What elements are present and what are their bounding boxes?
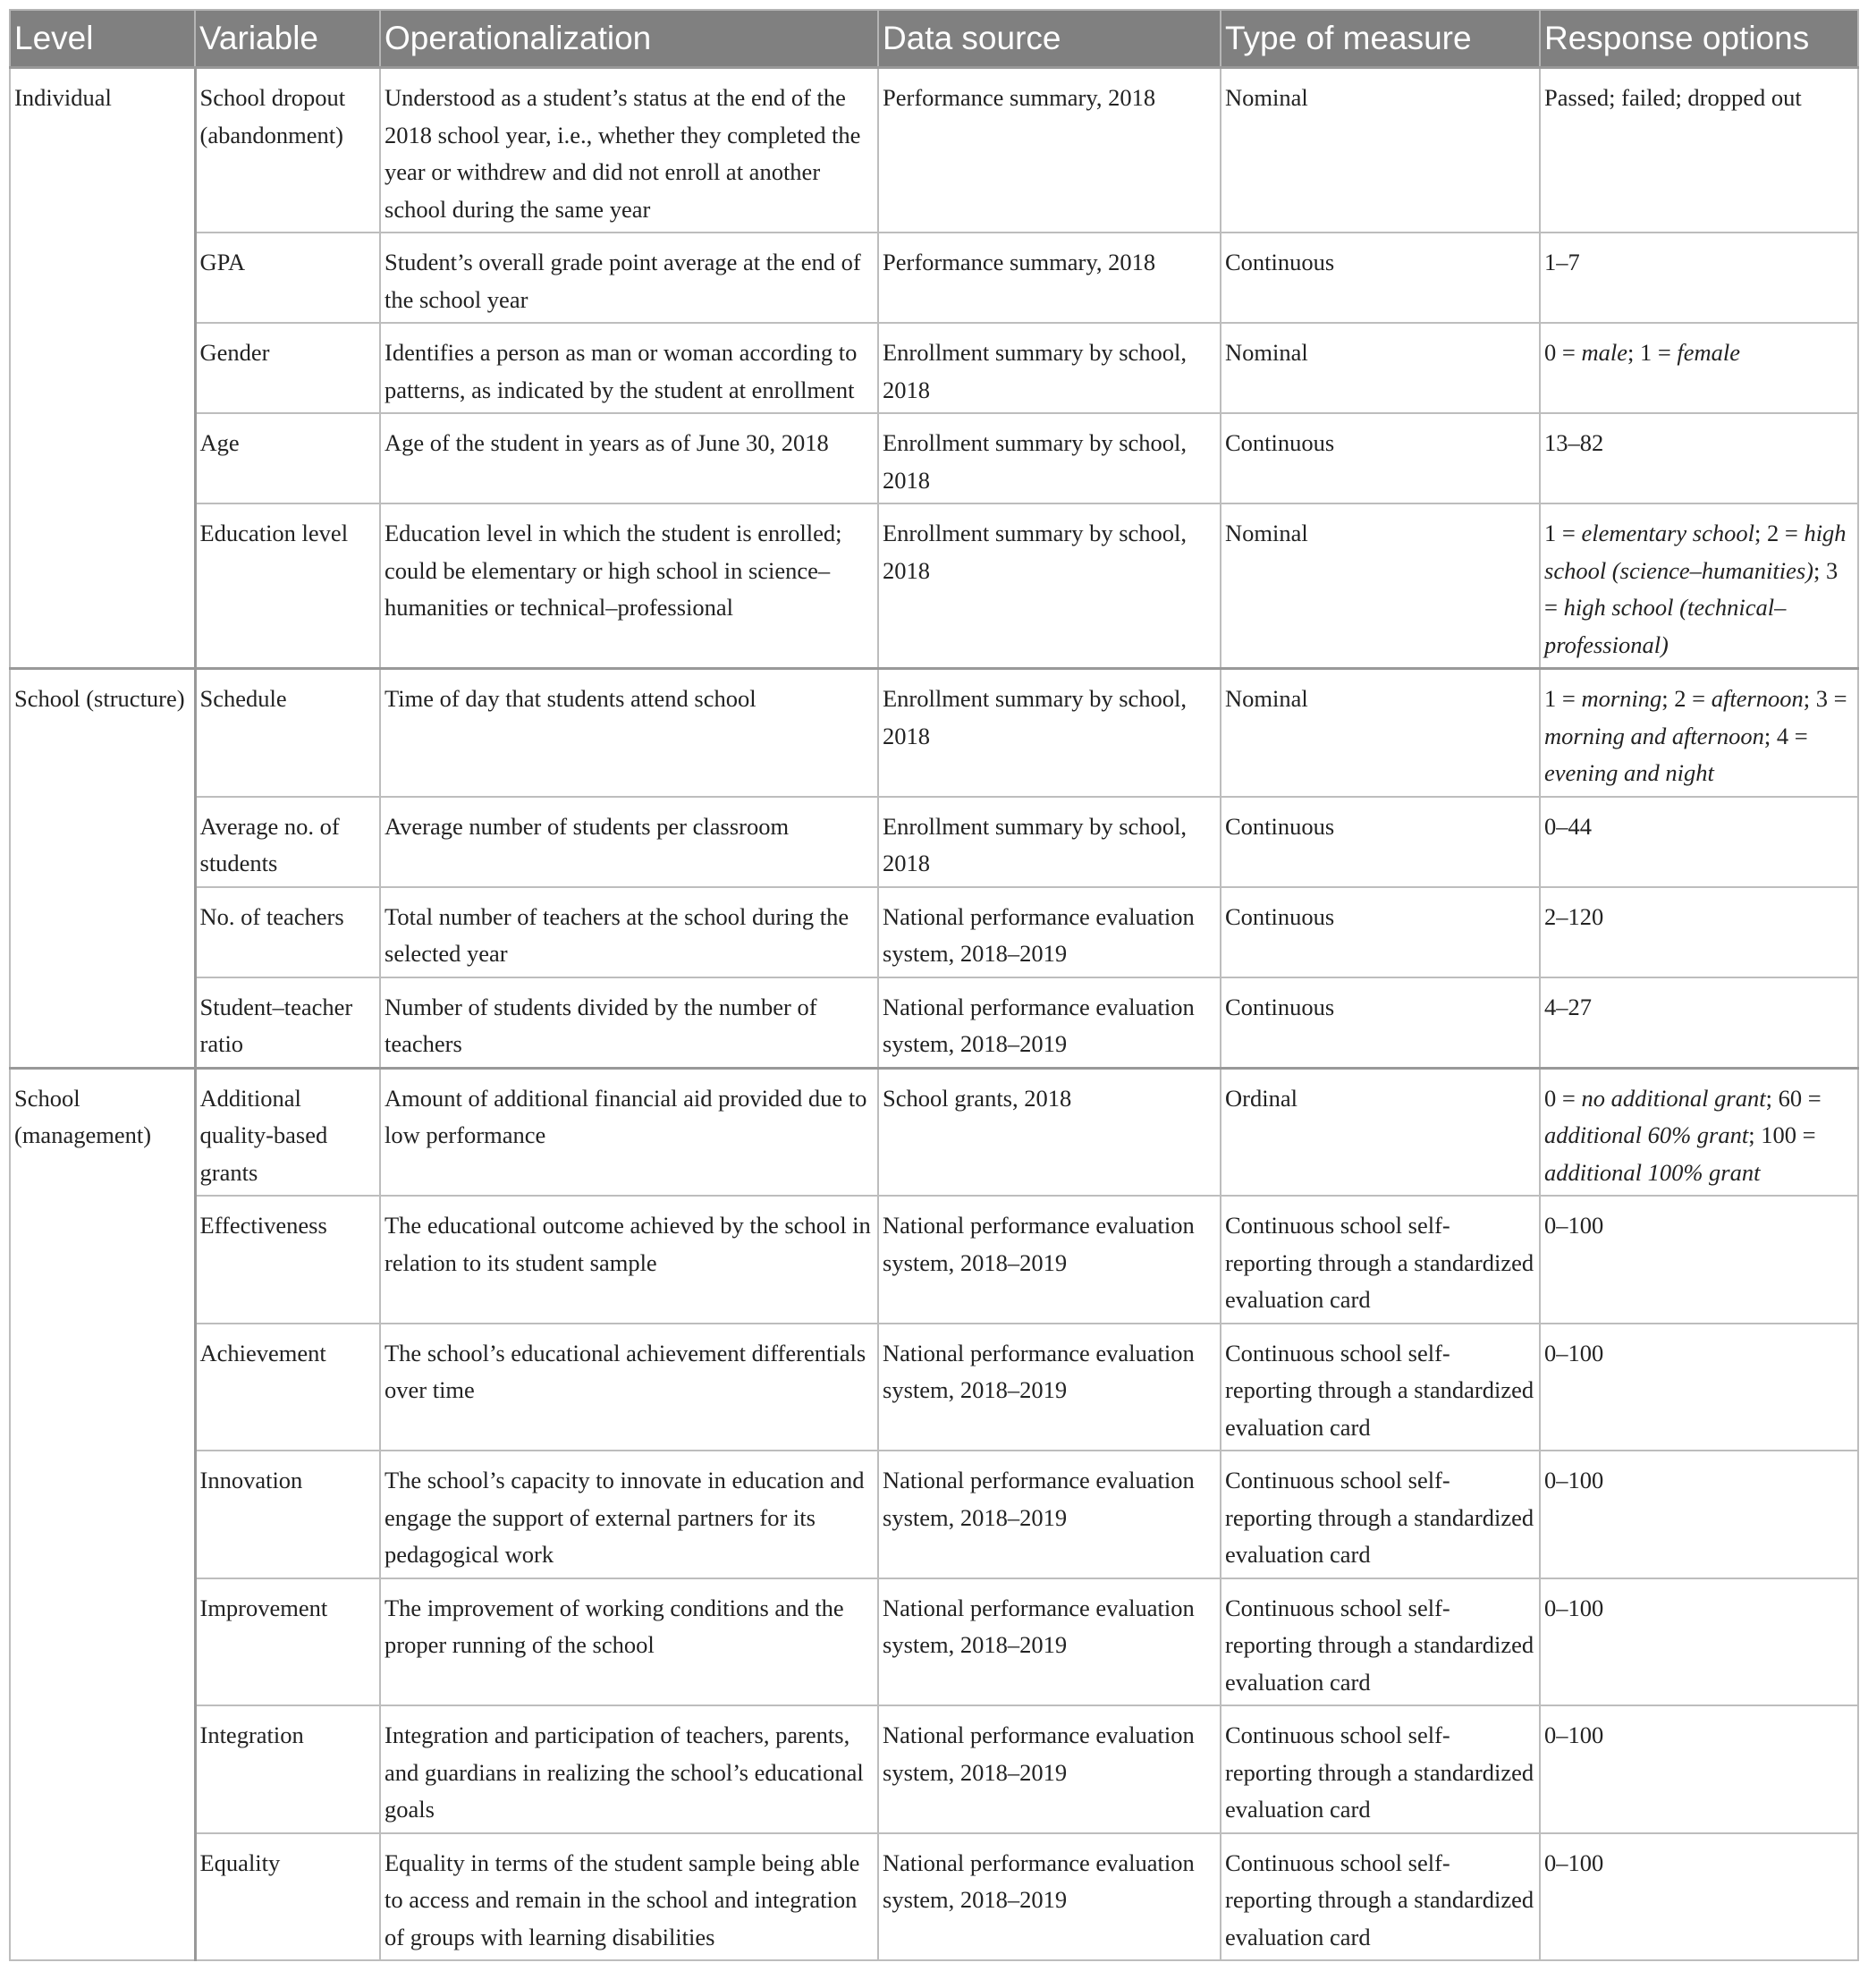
data-source-cell: Performance summary, 2018 [878,68,1221,233]
variable-cell: School dropout (abandonment) [195,68,380,233]
header-type-of-measure: Type of measure [1221,10,1540,68]
header-variable: Variable [195,10,380,68]
header-row [10,10,1858,68]
response-option-code: 2–120 [1544,902,1604,930]
measure-type-cell: Nominal [1221,503,1540,669]
table-row [10,233,1858,323]
response-option-code: ; 100 = [1748,1121,1816,1148]
measure-type-cell: Continuous school self-reporting through a standardized evaluation card [1221,1705,1540,1833]
variable-cell: Achievement [195,1324,380,1451]
response-option-code: 1 = [1544,685,1582,712]
response-option-label: additional 60% grant [1544,1121,1749,1148]
table-row [10,1833,1858,1961]
data-source-cell: Enrollment summary by school, 2018 [878,503,1221,669]
data-source-cell: National performance evaluation system, 2018–2019 [878,1705,1221,1833]
data-source-cell: School grants, 2018 [878,1068,1221,1196]
response-options-cell [1540,797,1858,887]
response-options-cell [1540,1068,1858,1196]
measure-type-cell: Continuous school self-reporting through a standardized evaluation card [1221,1324,1540,1451]
operationalization-cell: The educational outcome achieved by the school in relation to its student sample [380,1196,878,1324]
data-source-cell: National performance evaluation system, 2018–2019 [878,1451,1221,1578]
level-cell: Individual [10,68,195,669]
data-source-cell: National performance evaluation system, 2018–2019 [878,1196,1221,1324]
table-row [10,503,1858,669]
operationalization-cell: Total number of teachers at the school during the selected year [380,887,878,977]
header-response-options: Response options [1540,10,1858,68]
response-option-code: 0–100 [1544,1339,1604,1366]
response-option-label: afternoon [1711,685,1804,712]
response-options-cell [1540,1451,1858,1578]
response-options-cell [1540,1578,1858,1706]
measure-type-cell: Continuous school self-reporting through a standardized evaluation card [1221,1196,1540,1324]
response-option-label: male [1581,339,1627,366]
response-option-label: high school (science–humanities) [1544,520,1847,584]
response-option-code: 0–100 [1544,1848,1604,1876]
response-option-label: additional 100% grant [1544,1158,1761,1186]
response-options-cell [1540,887,1858,977]
data-source-cell: Enrollment summary by school, 2018 [878,323,1221,413]
response-option-code: ; 4 = [1763,722,1808,749]
variable-cell: GPA [195,233,380,323]
table-row [10,1068,1858,1196]
table-row [10,1451,1858,1578]
response-option-code: 0–100 [1544,1467,1604,1493]
measure-type-cell: Ordinal [1221,1068,1540,1196]
response-option-label: female [1677,339,1741,366]
operationalization-cell: Number of students divided by the number of teachers [380,977,878,1069]
table-row [10,68,1858,233]
response-option-code: 0 = [1544,1084,1582,1112]
variable-cell: Education level [195,503,380,669]
measure-type-cell: Continuous school self-reporting through a standardized evaluation card [1221,1578,1540,1706]
response-option-code: ; 2 = [1661,685,1712,712]
response-option-label: evening and night [1544,759,1714,786]
header-data-source: Data source [878,10,1221,68]
response-option-code: ; 1 = [1627,339,1678,366]
data-source-cell: Enrollment summary by school, 2018 [878,669,1221,797]
variable-cell: Age [195,413,380,503]
response-options-cell [1540,1705,1858,1833]
measure-type-cell: Nominal [1221,68,1540,233]
variable-cell: Schedule [195,669,380,797]
response-options-cell [1540,977,1858,1069]
table-row [10,1705,1858,1833]
response-option-code: 0–44 [1544,812,1592,840]
response-options-cell [1540,1833,1858,1961]
header-level: Level [10,10,195,68]
response-options-cell [1540,1196,1858,1324]
variable-cell: Improvement [195,1578,380,1706]
data-source-cell: Enrollment summary by school, 2018 [878,413,1221,503]
response-options-cell [1540,68,1858,233]
response-option-label: morning [1581,685,1662,712]
response-option-code: 1 = [1544,520,1582,546]
measure-type-cell: Continuous [1221,413,1540,503]
data-source-cell: National performance evaluation system, 2018–2019 [878,1324,1221,1451]
data-source-cell: National performance evaluation system, 2018–2019 [878,977,1221,1069]
operationalization-cell: Average number of students per classroom [380,797,878,887]
response-option-code: 0–100 [1544,1722,1604,1748]
data-source-cell: National performance evaluation system, 2018–2019 [878,887,1221,977]
operationalization-cell: Identifies a person as man or woman according to patterns, as indicated by the student at enrollment [380,323,878,413]
response-option-label: high school (technical–professional) [1544,594,1787,658]
table-row [10,413,1858,503]
response-option-code: ; 60 = [1765,1084,1822,1112]
table-row [10,1196,1858,1324]
variable-cell: Innovation [195,1451,380,1578]
response-options-cell [1540,503,1858,669]
operationalization-cell: Age of the student in years as of June 30, 2018 [380,413,878,503]
operationalization-cell: Education level in which the student is enrolled; could be elementary or high school in science–humanities or technical–professional [380,503,878,669]
table-row [10,797,1858,887]
measure-type-cell: Continuous [1221,887,1540,977]
operationalization-cell: The improvement of working conditions and the proper running of the school [380,1578,878,1706]
operationalization-cell: Integration and participation of teachers, parents, and guardians in realizing the school’s educational goals [380,1705,878,1833]
variable-cell: No. of teachers [195,887,380,977]
variables-table [9,9,1859,1961]
response-options-cell [1540,323,1858,413]
variable-cell: Effectiveness [195,1196,380,1324]
response-options-cell [1540,1324,1858,1451]
variable-cell: Equality [195,1833,380,1961]
table-row [10,669,1858,797]
response-option-code: 1–7 [1544,249,1580,275]
response-option-code: ; 3 = [1544,556,1838,621]
variable-cell: Integration [195,1705,380,1833]
measure-type-cell: Continuous [1221,977,1540,1069]
measure-type-cell: Continuous [1221,797,1540,887]
operationalization-cell: Student’s overall grade point average at the end of the school year [380,233,878,323]
response-option-label: no additional grant [1581,1084,1766,1112]
response-option-code: 0 = [1544,339,1582,366]
response-option-code: 13–82 [1544,429,1604,456]
operationalization-cell: Understood as a student’s status at the end of the 2018 school year, i.e., whether they completed the year or withdrew and did not enroll at another school during the same year [380,68,878,233]
operationalization-cell: Amount of additional financial aid provided due to low performance [380,1068,878,1196]
data-source-cell: Performance summary, 2018 [878,233,1221,323]
table-row [10,1324,1858,1451]
response-option-label: elementary school [1581,520,1754,546]
response-options-cell [1540,413,1858,503]
measure-type-cell: Continuous school self-reporting through a standardized evaluation card [1221,1833,1540,1961]
measure-type-cell: Continuous [1221,233,1540,323]
table-row [10,887,1858,977]
header-operationalization: Operationalization [380,10,878,68]
response-option-code: Passed; failed; dropped out [1544,84,1802,111]
response-option-code: 4–27 [1544,993,1592,1020]
data-source-cell: Enrollment summary by school, 2018 [878,797,1221,887]
table-body [10,68,1858,1961]
operationalization-cell: Time of day that students attend school [380,669,878,797]
operationalization-cell: The school’s capacity to innovate in education and engage the support of external partners for its pedagogical work [380,1451,878,1578]
measure-type-cell: Nominal [1221,669,1540,797]
response-option-code: ; 2 = [1754,520,1805,546]
response-option-code: 0–100 [1544,1594,1604,1621]
level-cell: School (management) [10,1068,195,1960]
variable-cell: Additional quality-based grants [195,1068,380,1196]
table-row [10,977,1858,1069]
level-cell: School (structure) [10,669,195,1069]
response-option-label: morning and afternoon [1544,722,1764,749]
variable-cell: Student–teacher ratio [195,977,380,1069]
measure-type-cell: Continuous school self-reporting through a standardized evaluation card [1221,1451,1540,1578]
measure-type-cell: Nominal [1221,323,1540,413]
response-option-code: 0–100 [1544,1212,1604,1239]
data-source-cell: National performance evaluation system, 2018–2019 [878,1833,1221,1961]
operationalization-cell: Equality in terms of the student sample being able to access and remain in the school and integration of groups with learning disabilities [380,1833,878,1961]
response-options-cell [1540,233,1858,323]
table-row [10,323,1858,413]
data-source-cell: National performance evaluation system, 2018–2019 [878,1578,1221,1706]
response-option-code: ; 3 = [1803,685,1847,712]
variable-cell: Gender [195,323,380,413]
response-options-cell [1540,669,1858,797]
table-row [10,1578,1858,1706]
operationalization-cell: The school’s educational achievement differentials over time [380,1324,878,1451]
variable-cell: Average no. of students [195,797,380,887]
